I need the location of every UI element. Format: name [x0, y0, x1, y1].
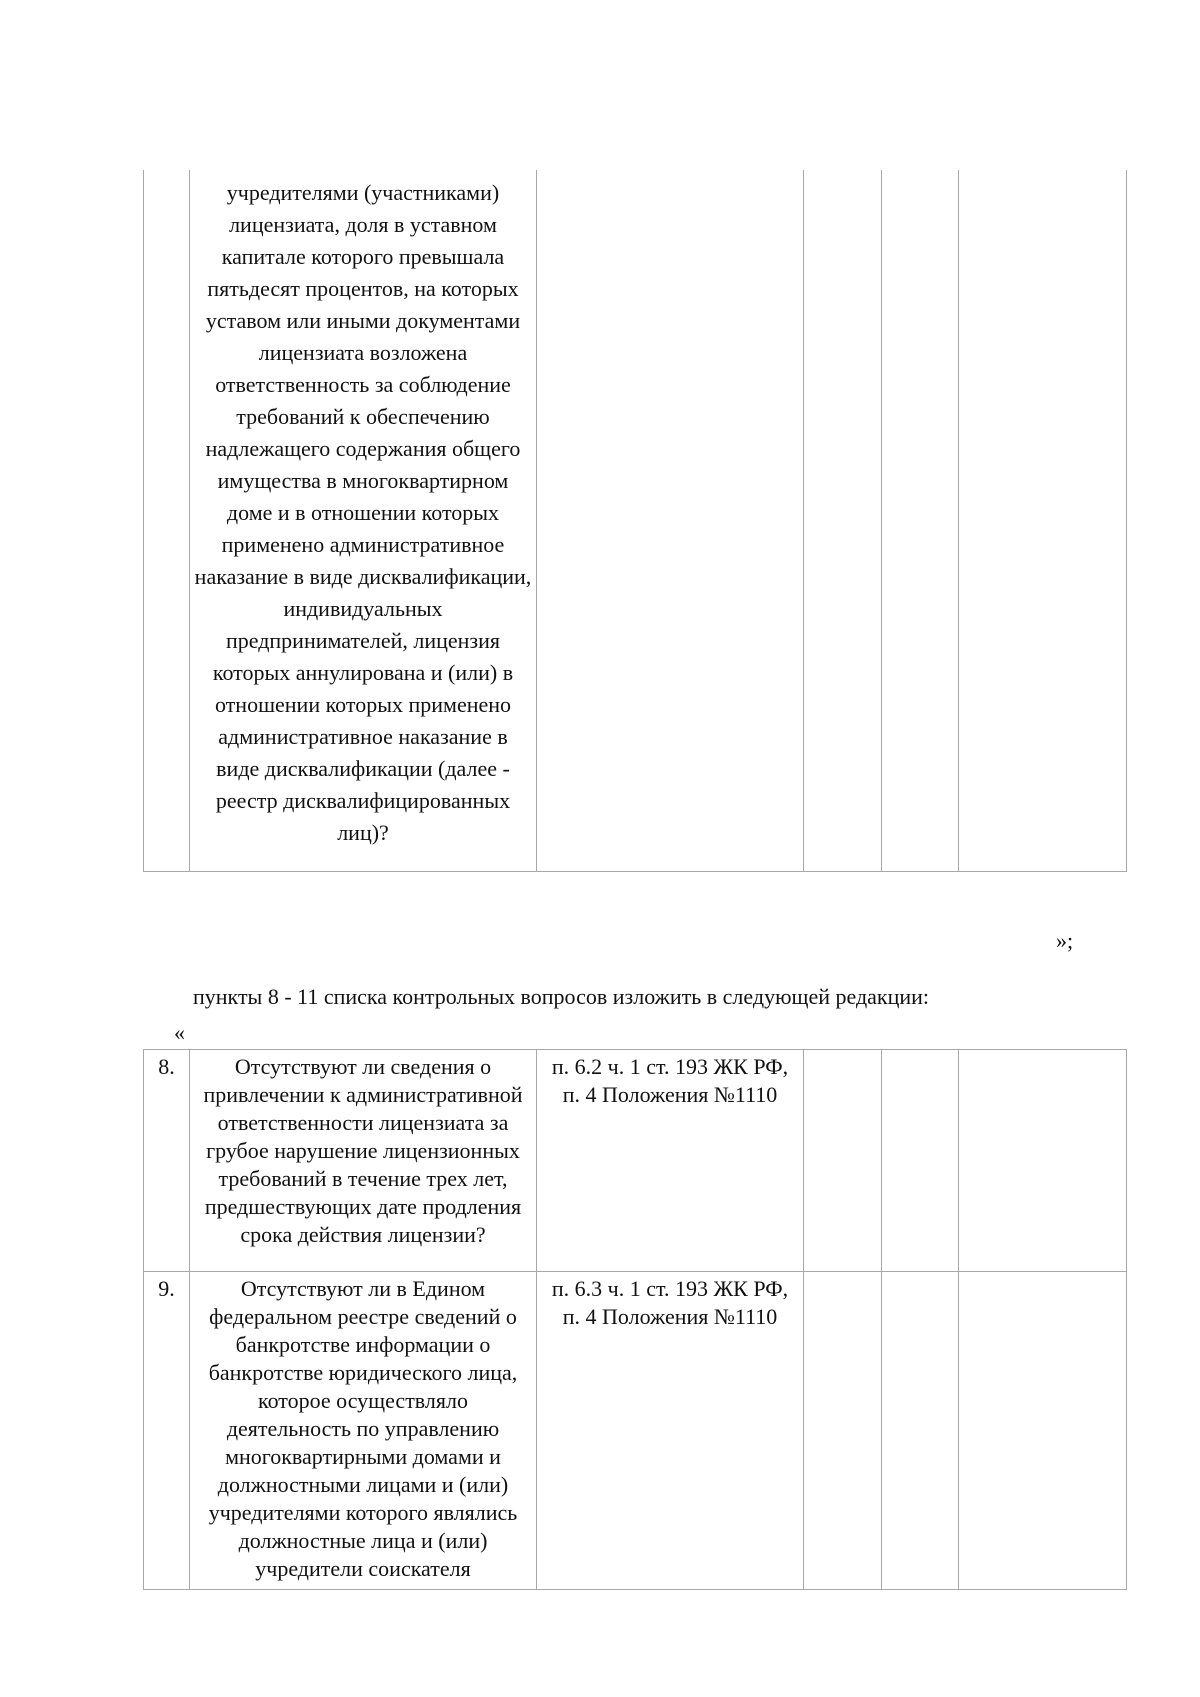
reference-text: п. 6.2 ч. 1 ст. 193 ЖК РФ, п. 4 Положения №1110 — [551, 1054, 789, 1107]
notes-cell — [959, 1272, 1127, 1590]
reference-cell — [537, 170, 804, 872]
instruction-paragraph: пункты 8 - 11 списка контрольных вопросов изложить в следующей редакции: — [193, 984, 930, 1009]
checklist-table-continued — [143, 170, 1127, 872]
answer-no-cell — [882, 1050, 959, 1272]
answer-yes-cell — [804, 1272, 882, 1590]
reference-text: п. 6.3 ч. 1 ст. 193 ЖК РФ, п. 4 Положения №1110 — [551, 1276, 789, 1329]
row-number-cell — [144, 170, 190, 872]
table-row — [144, 1272, 1127, 1590]
checklist-table — [143, 1049, 1127, 1590]
row-number-cell: 8. — [144, 1050, 190, 1272]
question-text: Отсутствуют ли сведения о привлечении к административной ответственности лицензиата за грубое нарушение лицензионных требований в течение трех лет, предшествующих дате продления срока действия лицензии? — [203, 1054, 523, 1247]
notes-cell — [959, 1050, 1127, 1272]
answer-yes-cell — [804, 170, 882, 872]
opening-quote: « — [174, 1020, 185, 1045]
reference-cell — [537, 1050, 804, 1272]
question-text: Отсутствуют ли в Едином федеральном реестре сведений о банкротстве информации о банкротстве юридического лица, которое осуществляло деятельность по управлению многоквартирными домами и должностными лицами и (или) учредителями которого являлись должностные лица и (или) учредители соискателя — [208, 1276, 518, 1581]
answer-no-cell — [882, 1272, 959, 1590]
answer-yes-cell — [804, 1050, 882, 1272]
notes-cell — [959, 170, 1127, 872]
question-cell — [190, 1050, 537, 1272]
answer-no-cell — [882, 170, 959, 872]
table-row — [144, 170, 1127, 872]
reference-cell — [537, 1272, 804, 1590]
row-number-cell: 9. — [144, 1272, 190, 1590]
table-row — [144, 1050, 1127, 1272]
question-cell — [190, 1272, 537, 1590]
question-cell — [190, 170, 537, 872]
question-text: учредителями (участниками) лицензиата, доля в уставном капитале которого превышала пятьдесят процентов, на которых уставом или иными документами лицензиата возложена ответственность за соблюдение требований к обеспечению надлежащего содержания общего имущества в многоквартирном доме и в отношении которых применено административное наказание в виде дисквалификации, индивидуальных предпринимателей, лицензия которых аннулирована и (или) в отношении которых применено административное наказание в виде дисквалификации (далее - реестр дисквалифицированных лиц)? — [194, 180, 532, 845]
closing-quote: »; — [1056, 928, 1074, 953]
